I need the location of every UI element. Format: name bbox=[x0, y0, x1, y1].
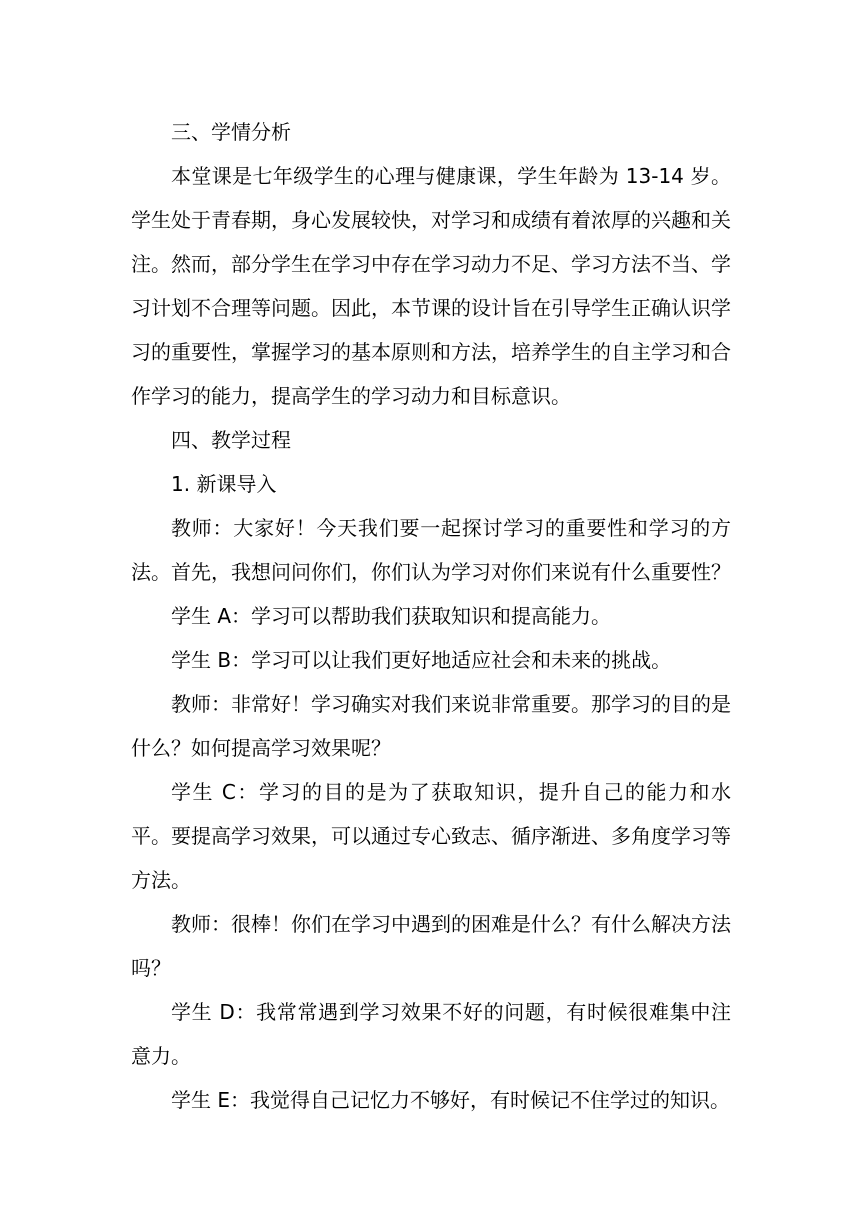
section-heading-teaching-process: 四、教学过程 bbox=[171, 428, 291, 452]
learning-analysis-paragraph: 本堂课是七年级学生的心理与健康课，学生年龄为 13-14 岁。学生处于青春期，身心发展较快，对学习和成绩有着浓厚的兴趣和关注。然而，部分学生在学习中存在学习动力不足、学习方法不当、学习计划不合理等问题。因此，本节课的设计旨在引导学生正确认识学习的重要性，掌握学习的基本原则和方法，培养学生的自主学习和合作学习的能力，提高学生的学习动力和目标意识。 bbox=[131, 164, 731, 408]
dialogue-student-e: 学生 E：我觉得自己记忆力不够好，有时候记不住学过的知识。 bbox=[171, 1088, 730, 1112]
subsection-heading-intro: 1. 新课导入 bbox=[171, 472, 277, 496]
dialogue-teacher-2: 教师：非常好！学习确实对我们来说非常重要。那学习的目的是什么？如何提高学习效果呢？ bbox=[131, 692, 731, 760]
document-body bbox=[131, 110, 731, 1122]
dialogue-student-d: 学生 D：我常常遇到学习效果不好的问题，有时候很难集中注意力。 bbox=[131, 1000, 731, 1068]
dialogue-student-c: 学生 C：学习的目的是为了获取知识，提升自己的能力和水平。要提高学习效果，可以通过专心致志、循序渐进、多角度学习等方法。 bbox=[131, 780, 731, 892]
dialogue-student-b: 学生 B：学习可以让我们更好地适应社会和未来的挑战。 bbox=[171, 648, 672, 672]
section-heading-learning-analysis: 三、学情分析 bbox=[171, 120, 291, 144]
dialogue-teacher-1: 教师：大家好！今天我们要一起探讨学习的重要性和学习的方法。首先，我想问问你们，你们认为学习对你们来说有什么重要性？ bbox=[131, 516, 731, 584]
dialogue-student-a: 学生 A：学习可以帮助我们获取知识和提高能力。 bbox=[171, 604, 612, 628]
dialogue-teacher-3: 教师：很棒！你们在学习中遇到的困难是什么？有什么解决方法吗？ bbox=[131, 912, 731, 980]
